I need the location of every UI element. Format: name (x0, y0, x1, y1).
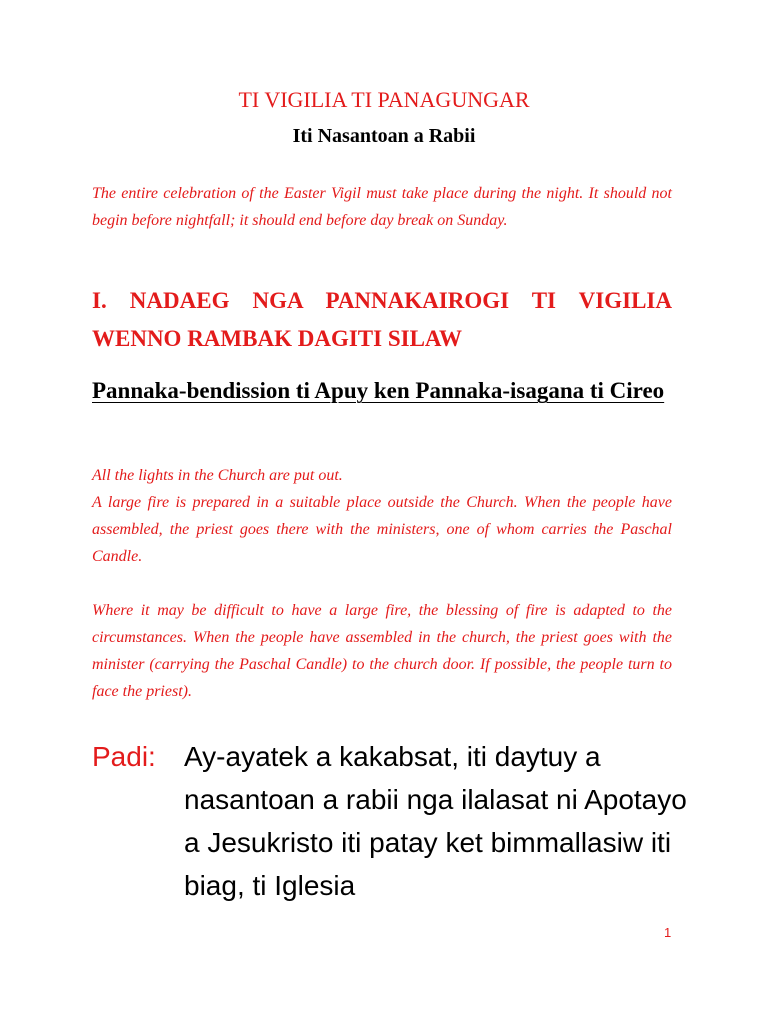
rubric-fire: A large fire is prepared in a suitable place outside the Church. When the people have assembled, the priest goes there with the ministers, one of whom carries the Paschal Candle. (92, 494, 672, 565)
document-title: TI VIGILIA TI PANAGUNGAR (238, 87, 530, 112)
page-number: 1 (664, 925, 672, 940)
speaker-label: Padi: (92, 741, 156, 772)
subsection-heading-text: Pannaka-bendission ti Apuy ken Pannaka-isagana ti Cireo (92, 378, 665, 403)
rubric-difficult: Where it may be difficult to have a large fire, the blessing of fire is adapted to the circumstances. When the people have assembled in the church, the priest goes with the minister (carrying the Paschal Candle) to the church door. If possible, the people turn to face the priest). (92, 602, 672, 700)
rubric-lights: All the lights in the Church are put out. (92, 467, 343, 484)
intro-rubric-text: The entire celebration of the Easter Vigil must take place during the night. It should not begin before nightfall; it should end before day break on Sunday. (92, 185, 672, 229)
subsection-heading (92, 374, 672, 408)
section-heading: I. NADAEG NGA PANNAKAIROGI TI VIGILIA WENNO RAMBAK DAGITI SILAW (92, 288, 672, 351)
intro-rubric (92, 180, 672, 234)
document-subtitle: Iti Nasantoan a Rabii (292, 125, 476, 147)
rubric-block-lights (92, 462, 672, 570)
rubric-block-difficult (92, 597, 672, 705)
speech-text: Ay-ayatek a kakabsat, iti daytuy a nasantoan a rabii nga ilalasat ni Apotayo a Jesukristo iti patay ket bimmallasiw iti biag, ti Iglesia (184, 741, 687, 901)
